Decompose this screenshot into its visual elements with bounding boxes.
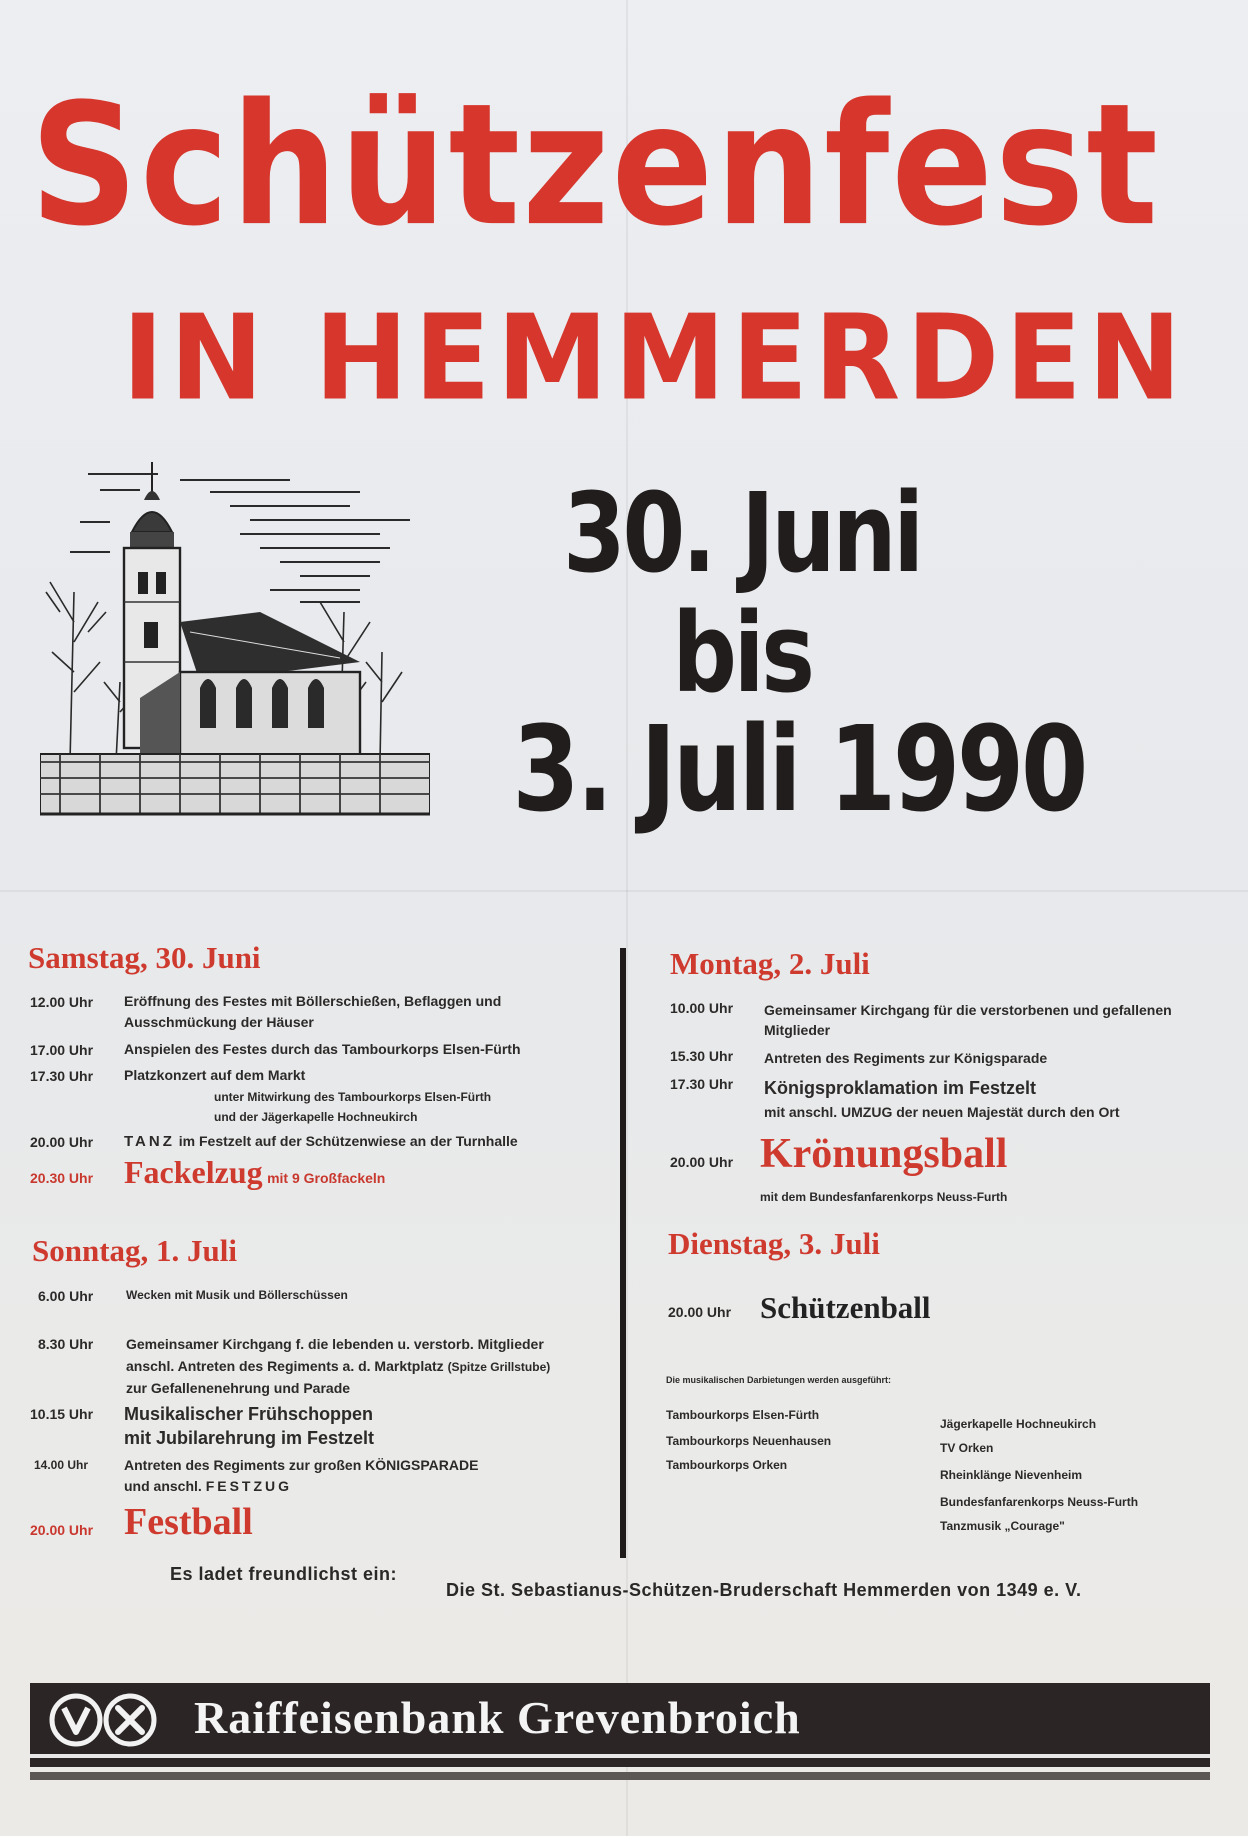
festball-title: Festball: [124, 1501, 253, 1543]
sunday-item-4-line2-row: [124, 1476, 292, 1497]
monday-item-1-line1: Gemeinsamer Kirchgang für die verstorbenen und gefallenen: [764, 1002, 1172, 1018]
sunday-item-2-time: 8.30 Uhr: [38, 1336, 94, 1352]
saturday-item-4-time: 20.00 Uhr: [30, 1134, 94, 1150]
date-separator: bis: [672, 589, 812, 717]
festzug-emphasis: FESTZUG: [205, 1478, 293, 1494]
saturday-item-1-time: 12.00 Uhr: [30, 994, 94, 1010]
sunday-item-1-time: 6.00 Uhr: [38, 1288, 94, 1304]
saturday-item-3-line3: und der Jägerkapelle Hochneukirch: [214, 1110, 418, 1124]
sunday-heading: Sonntag, 1. Juli: [32, 1233, 238, 1268]
saturday-item-1-line2: Ausschmückung der Häuser: [124, 1014, 314, 1030]
saturday-item-3-line1: Platzkonzert auf dem Markt: [124, 1067, 306, 1083]
monday-item-4-time: 20.00 Uhr: [670, 1154, 734, 1170]
music-left-2: Tambourkorps Neuenhausen: [666, 1434, 832, 1448]
monday-item-1-line2: Mitglieder: [764, 1022, 831, 1038]
music-right-5: Tanzmusik „Courage": [940, 1519, 1065, 1533]
fold-line-vertical: [626, 0, 628, 1836]
fackelzug-title: Fackelzug: [124, 1154, 263, 1190]
kroenungsball-title: Krönungsball: [760, 1131, 1008, 1177]
music-right-4: Bundesfanfarenkorps Neuss-Furth: [940, 1495, 1139, 1509]
invite-label: Es ladet freundlichst ein:: [170, 1564, 398, 1584]
saturday-item-3-time: 17.30 Uhr: [30, 1068, 94, 1084]
sunday-item-5-time: 20.00 Uhr: [30, 1522, 94, 1538]
saturday-item-2-time: 17.00 Uhr: [30, 1042, 94, 1058]
music-right-3: Rheinklänge Nievenheim: [940, 1468, 1083, 1482]
poster-subtitle: IN HEMMERDEN: [122, 290, 1188, 428]
sponsor-name: Raiffeisenbank Grevenbroich: [194, 1692, 801, 1743]
sunday-item-4-line2: und anschl.: [124, 1478, 202, 1494]
music-right-1: Jägerkapelle Hochneukirch: [940, 1417, 1097, 1431]
saturday-item-2-line1: Anspielen des Festes durch das Tambourkorps Elsen-Fürth: [124, 1041, 521, 1057]
sunday-item-1-line1: Wecken mit Musik und Böllerschüssen: [126, 1288, 348, 1302]
monday-item-4-line1: mit dem Bundesfanfarenkorps Neuss-Furth: [760, 1190, 1008, 1204]
monday-item-3-line2: mit anschl. UMZUG der neuen Majestät durch den Ort: [764, 1104, 1120, 1120]
sunday-item-3-line1: Musikalischer Frühschoppen: [124, 1404, 374, 1424]
saturday-item-5-text: [124, 1154, 385, 1191]
sunday-item-2-line2: anschl. Antreten des Regiments a. d. Marktplatz: [126, 1358, 444, 1374]
monday-item-2-time: 15.30 Uhr: [670, 1048, 734, 1064]
sunday-item-4-time: 14.00 Uhr: [34, 1458, 89, 1472]
saturday-item-5-line1: mit 9 Großfackeln: [267, 1170, 386, 1186]
tuesday-heading: Dienstag, 3. Juli: [668, 1226, 880, 1261]
sky-hatching: [70, 474, 410, 602]
music-left-1: Tambourkorps Elsen-Fürth: [666, 1408, 820, 1422]
saturday-item-3-line2: unter Mitwirkung des Tambourkorps Elsen-Fürth: [214, 1090, 492, 1104]
sunday-item-3-line2: mit Jubilarehrung im Festzelt: [124, 1428, 375, 1448]
church-illustration: [40, 462, 430, 818]
sunday-item-4-line1: Antreten des Regiments zur großen KÖNIGSPARADE: [124, 1457, 479, 1473]
invite-host: Die St. Sebastianus-Schützen-Bruderschaft Hemmerden von 1349 e. V.: [446, 1580, 1082, 1600]
monday-item-3-line1: Königsproklamation im Festzelt: [764, 1078, 1037, 1098]
monday-item-2-line1: Antreten des Regiments zur Königsparade: [764, 1050, 1048, 1066]
date-end: 3. Juli 1990: [512, 700, 1086, 838]
date-start: 30. Juni: [563, 469, 921, 597]
volksbank-raiffeisen-logo-icon: [48, 1692, 160, 1748]
schuetzenball-title: Schützenball: [760, 1290, 931, 1325]
sponsor-underline: [30, 1772, 1210, 1780]
tanz-emphasis: TANZ: [124, 1133, 175, 1150]
sunday-item-2-line1: Gemeinsamer Kirchgang f. die lebenden u. verstorb. Mitglieder: [126, 1336, 544, 1352]
music-left-3: Tambourkorps Orken: [666, 1458, 788, 1472]
saturday-item-4-line1: im Festzelt auf der Schützenwiese an der Turnhalle: [178, 1133, 518, 1149]
monday-item-3-time: 17.30 Uhr: [670, 1076, 734, 1092]
monday-item-1-time: 10.00 Uhr: [670, 1000, 734, 1016]
music-right-2: TV Orken: [940, 1441, 994, 1455]
poster-title: Schützenfest: [30, 68, 1161, 264]
sunday-item-2-line3: zur Gefallenenehrung und Parade: [126, 1380, 351, 1396]
saturday-heading: Samstag, 30. Juni: [28, 940, 261, 975]
saturday-item-4-text: [124, 1131, 518, 1152]
column-divider: [620, 948, 626, 1558]
sponsor-stripe: [30, 1754, 1210, 1758]
fold-line-horizontal: [0, 890, 1248, 892]
monday-heading: Montag, 2. Juli: [670, 946, 870, 981]
saturday-item-1-line1: Eröffnung des Festes mit Böllerschießen, Beflaggen und: [124, 993, 502, 1009]
music-intro: Die musikalischen Darbietungen werden ausgeführt:: [666, 1375, 892, 1385]
tuesday-item-1-time: 20.00 Uhr: [668, 1304, 732, 1320]
sunday-item-2-line2b: (Spitze Grillstube): [447, 1360, 551, 1374]
sunday-item-3-time: 10.15 Uhr: [30, 1406, 94, 1422]
church-wall: [40, 754, 430, 814]
sunday-item-2-line2-row: [126, 1356, 550, 1378]
saturday-item-5-time: 20.30 Uhr: [30, 1170, 94, 1186]
